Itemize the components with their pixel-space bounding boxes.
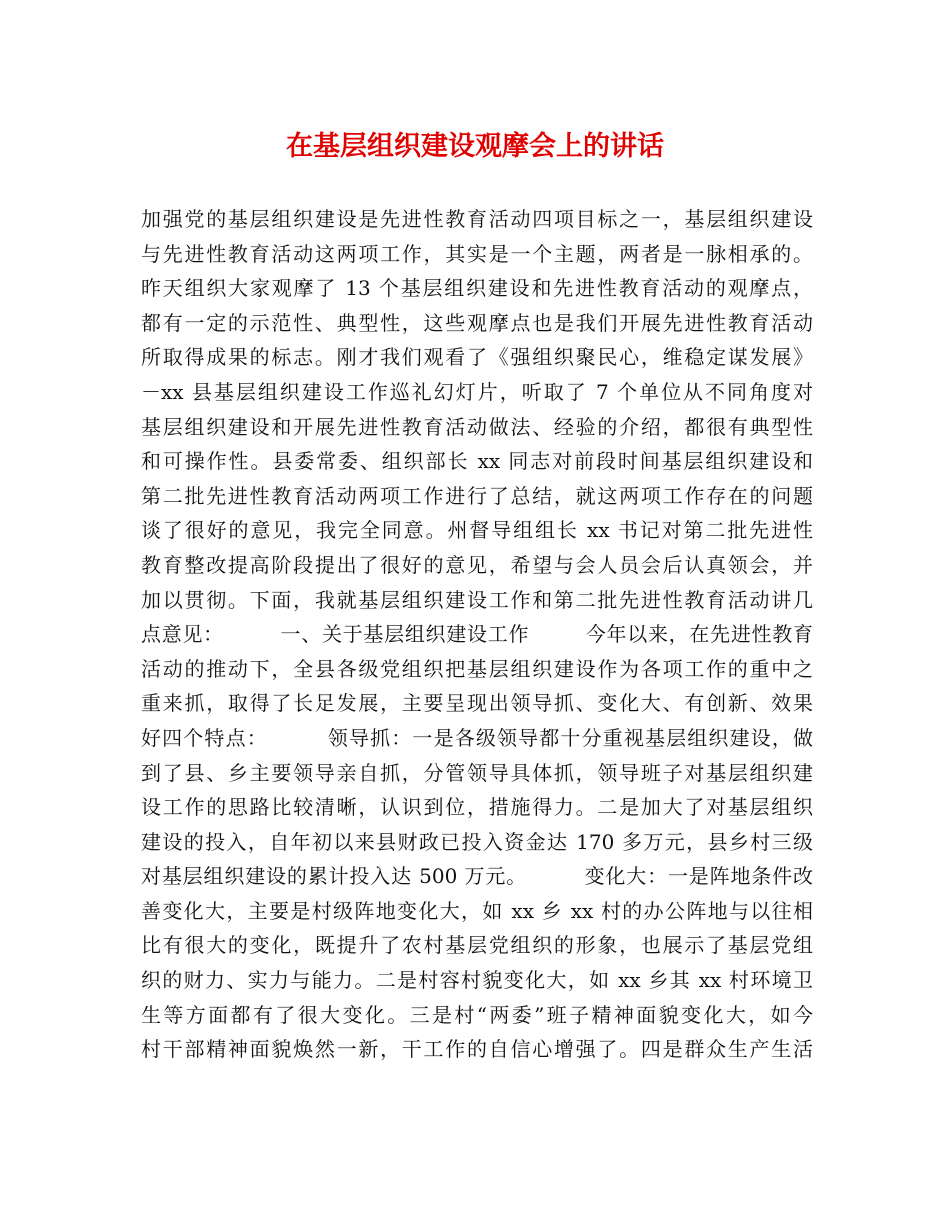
body-line: 都有一定的示范性、典型性，这些观摩点也是我们开展先进性教育活动: [141, 310, 813, 335]
body-line: 活动的推动下，全县各级党组织把基层组织建设作为各项工作的重中之: [141, 656, 813, 681]
body-line: 加以贯彻。下面，我就基层组织建设工作和第二批先进性教育活动讲几: [141, 587, 813, 612]
body-line: 教育整改提高阶段提出了很好的意见，希望与会人员会后认真领会，并: [141, 552, 813, 577]
body-line: 第二批先进性教育活动两项工作进行了总结，就这两项工作存在的问题: [141, 483, 813, 508]
body-line: 谈了很好的意见，我完全同意。州督导组组长 xx 书记对第二批先进性: [141, 518, 813, 543]
body-line: 设工作的思路比较清晰，认识到位，措施得力。二是加大了对基层组织: [141, 795, 813, 820]
body-line: 点意见： 一、关于基层组织建设工作 今年以来，在先进性教育: [141, 622, 813, 647]
body-line: 织的财力、实力与能力。二是村容村貌变化大，如 xx 乡其 xx 村环境卫: [141, 968, 813, 993]
body-line: 和可操作性。县委常委、组织部长 xx 同志对前段时间基层组织建设和: [141, 449, 813, 474]
body-line: 重来抓，取得了长足发展，主要呈现出领导抓、变化大、有创新、效果: [141, 691, 813, 716]
body-line: 建设的投入，自年初以来县财政已投入资金达 170 多万元，县乡村三级: [141, 829, 813, 854]
body-line: －xx 县基层组织建设工作巡礼幻灯片，听取了 7 个单位从不同角度对: [141, 379, 813, 404]
body-line: 生等方面都有了很大变化。三是村“两委”班子精神面貌变化大，如今: [141, 1002, 813, 1027]
body-line: 比有很大的变化，既提升了农村基层党组织的形象，也展示了基层党组: [141, 933, 813, 958]
body-line: 对基层组织建设的累计投入达 500 万元。 变化大：一是阵地条件改: [141, 864, 813, 889]
body-line: 村干部精神面貌焕然一新，干工作的自信心增强了。四是群众生产生活: [141, 1037, 813, 1062]
body-line: 昨天组织大家观摩了 13 个基层组织建设和先进性教育活动的观摩点，: [141, 276, 813, 301]
body-line: 善变化大，主要是村级阵地变化大，如 xx 乡 xx 村的办公阵地与以往相: [141, 898, 813, 923]
body-line: 所取得成果的标志。刚才我们观看了《强组织聚民心，维稳定谋发展》: [141, 345, 813, 370]
document-body: [141, 202, 813, 1067]
body-line: 基层组织建设和开展先进性教育活动做法、经验的介绍，都很有典型性: [141, 414, 813, 439]
body-line: 好四个特点： 领导抓：一是各级领导都十分重视基层组织建设，做: [141, 725, 813, 750]
body-line: 加强党的基层组织建设是先进性教育活动四项目标之一，基层组织建设: [141, 207, 813, 231]
body-line: 到了县、乡主要领导亲自抓，分管领导具体抓，领导班子对基层组织建: [141, 760, 813, 785]
body-line: 与先进性教育活动这两项工作，其实是一个主题，两者是一脉相承的。: [141, 241, 813, 266]
document-title: 在基层组织建设观摩会上的讲话: [286, 131, 664, 162]
